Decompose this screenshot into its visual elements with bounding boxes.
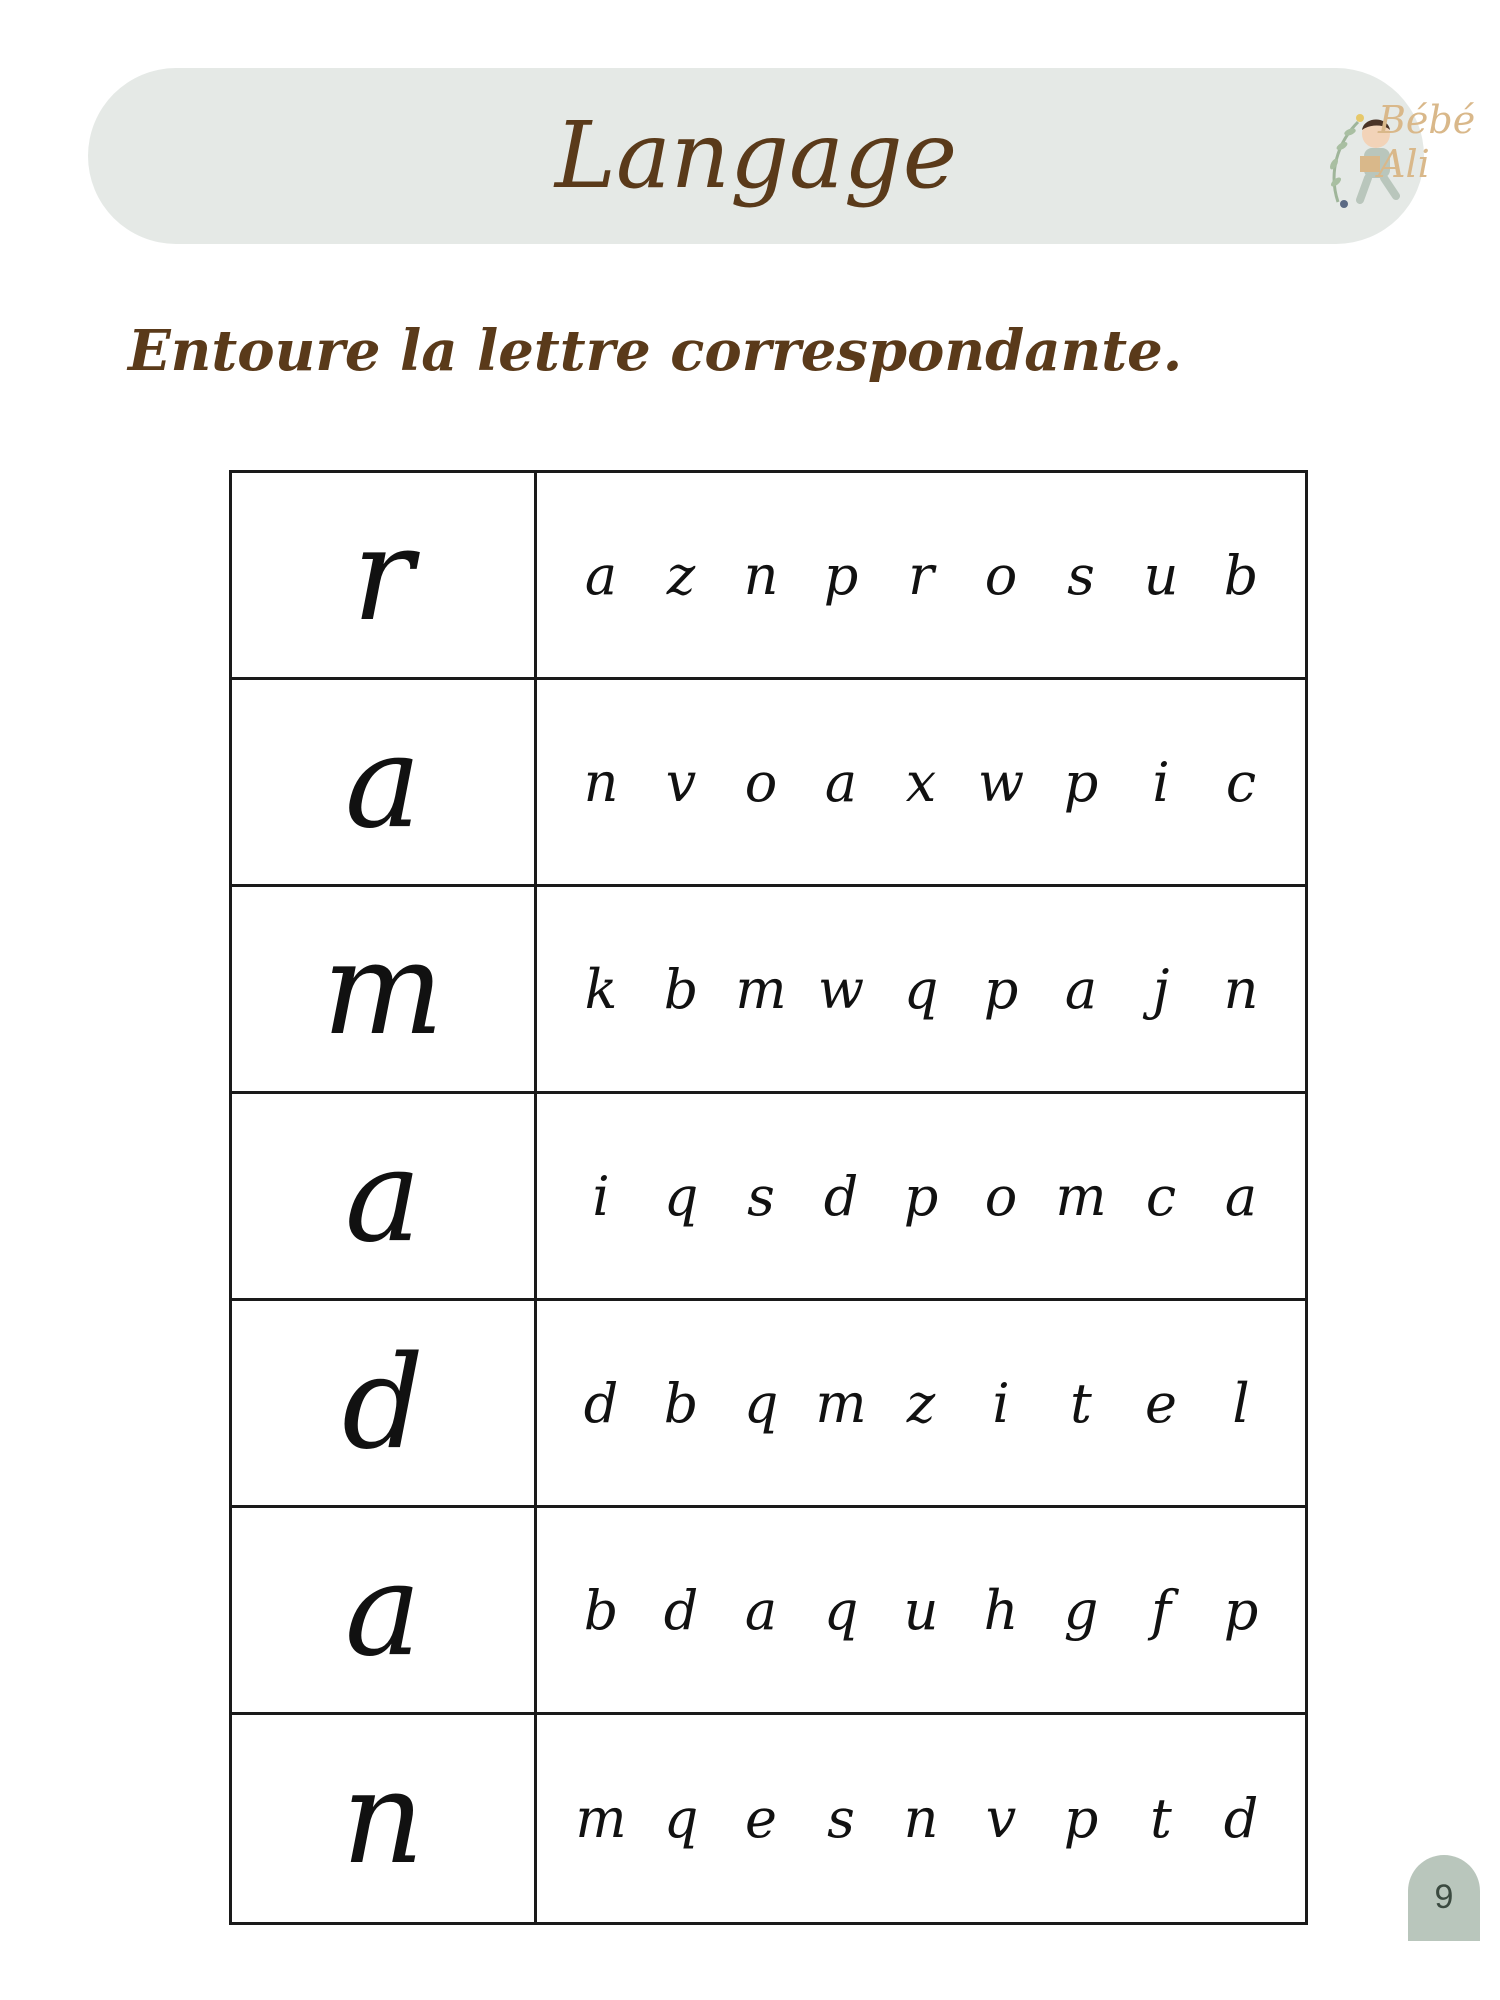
option-letters [537,887,1305,1091]
option-letter[interactable]: t [1150,1787,1172,1850]
option-letter[interactable]: m [815,1371,867,1435]
table-row [232,1301,1305,1508]
option-letter[interactable]: b [663,1371,699,1435]
option-letters [537,1301,1305,1505]
option-letter[interactable]: b [663,957,699,1021]
option-letter[interactable]: o [984,543,1018,607]
option-letter[interactable]: s [747,1164,775,1228]
option-letters [537,1715,1305,1922]
option-letter[interactable]: a [1224,1164,1258,1228]
option-letter[interactable]: m [1055,1164,1107,1228]
option-letter[interactable]: q [903,957,939,1021]
option-letter[interactable]: z [906,1371,936,1435]
target-letter: r [232,473,537,677]
target-letter: a [232,1508,537,1712]
option-letter[interactable]: r [908,543,934,607]
option-letter[interactable]: q [663,1787,699,1850]
target-letter: a [232,680,537,884]
option-letter[interactable]: u [903,1578,939,1642]
option-letter[interactable]: o [744,750,778,814]
option-letter[interactable]: j [1152,957,1170,1021]
option-letter[interactable]: i [1152,750,1170,814]
option-letter[interactable]: f [1151,1578,1171,1642]
option-letter[interactable]: b [1223,543,1259,607]
table-row [232,1094,1305,1301]
option-letter[interactable]: n [1223,957,1259,1021]
option-letter[interactable]: o [984,1164,1018,1228]
option-letter[interactable]: e [745,1787,777,1850]
target-letter: a [232,1094,537,1298]
letter-matching-table [229,470,1308,1925]
option-letters [537,473,1305,677]
option-letter[interactable]: a [744,1578,778,1642]
option-letter[interactable]: u [1143,543,1179,607]
option-letter[interactable]: d [823,1164,859,1228]
option-letter[interactable]: i [592,1164,610,1228]
option-letter[interactable]: h [983,1578,1019,1642]
option-letter[interactable]: a [824,750,858,814]
table-row [232,680,1305,887]
table-row [232,473,1305,680]
option-letter[interactable]: e [1145,1371,1177,1435]
option-letter[interactable]: p [823,543,859,607]
option-letter[interactable]: q [823,1578,859,1642]
option-letter[interactable]: l [1232,1371,1250,1435]
option-letter[interactable]: m [575,1787,627,1850]
option-letter[interactable]: n [743,543,779,607]
option-letter[interactable]: p [1063,1787,1099,1850]
target-letter: m [232,887,537,1091]
target-letter: n [232,1715,537,1922]
option-letter[interactable]: t [1070,1371,1092,1435]
option-letter[interactable]: m [735,957,787,1021]
target-letter: d [232,1301,537,1505]
option-letter[interactable]: w [977,750,1025,814]
logo-wordmark [1378,98,1478,186]
option-letter[interactable]: s [827,1787,855,1850]
option-letter[interactable]: a [1064,957,1098,1021]
logo-word-ali: Ali [1378,142,1430,186]
option-letter[interactable]: w [817,957,865,1021]
option-letters [537,680,1305,884]
option-letter[interactable]: q [663,1164,699,1228]
option-letter[interactable]: q [743,1371,779,1435]
option-letters [537,1094,1305,1298]
option-letter[interactable]: d [583,1371,619,1435]
option-letter[interactable]: i [992,1371,1010,1435]
option-letters [537,1508,1305,1712]
option-letter[interactable]: k [584,957,618,1021]
option-letter[interactable]: p [903,1164,939,1228]
option-letter[interactable]: x [905,750,937,814]
header-banner [88,68,1476,244]
option-letter[interactable]: z [666,543,696,607]
page-title: Langage [554,102,958,209]
option-letter[interactable]: p [1223,1578,1259,1642]
page-number-badge: 9 [1408,1855,1480,1941]
option-letter[interactable]: c [1145,1164,1177,1228]
option-letter[interactable]: v [985,1787,1017,1850]
option-letter[interactable]: a [584,543,618,607]
option-letter[interactable]: n [903,1787,939,1850]
option-letter[interactable]: n [583,750,619,814]
option-letter[interactable]: b [583,1578,619,1642]
logo-word-bebe: Bébé [1378,98,1476,142]
option-letter[interactable]: s [1067,543,1095,607]
option-letter[interactable]: d [663,1578,699,1642]
option-letter[interactable]: p [1063,750,1099,814]
option-letter[interactable]: v [665,750,697,814]
option-letter[interactable]: d [1223,1787,1259,1850]
table-row [232,887,1305,1094]
table-row [232,1508,1305,1715]
instruction-text: Entoure la lettre correspondante. [128,318,1183,384]
option-letter[interactable]: g [1063,1578,1099,1642]
table-row [232,1715,1305,1922]
option-letter[interactable]: c [1225,750,1257,814]
option-letter[interactable]: p [983,957,1019,1021]
